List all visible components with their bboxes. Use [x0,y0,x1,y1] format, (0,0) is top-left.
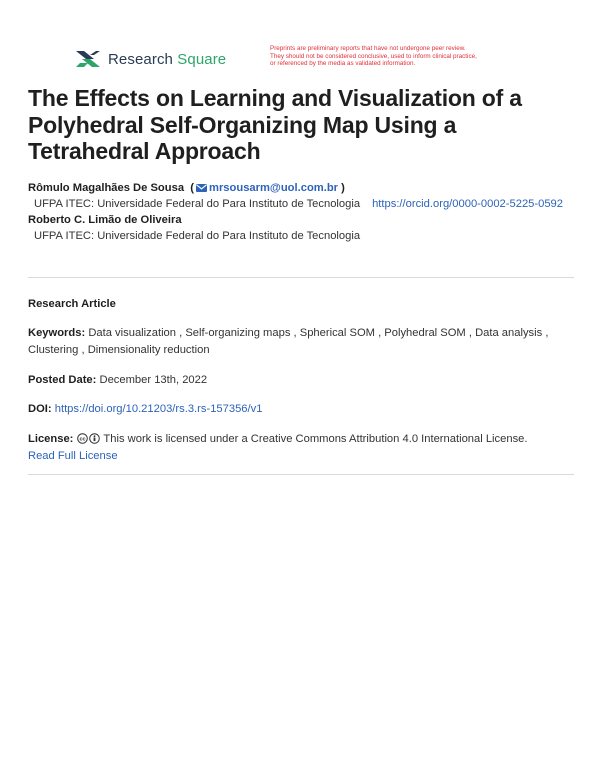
doi-link[interactable]: https://doi.org/10.21203/rs.3.rs-157356/v1 [54,403,263,415]
author-name: Rômulo Magalhães De Sousa [28,182,185,194]
author-name: Roberto C. Limão de Oliveira [28,214,182,226]
license-text: This work is licensed under a Creative Commons Attribution 4.0 International License. [103,433,528,445]
doi: DOI: https://doi.org/10.21203/rs.3.rs-157356/v1 [28,403,263,415]
posted-date: Posted Date: December 13th, 2022 [28,374,208,386]
read-full-license-link[interactable]: Read Full License [28,450,118,462]
author-email-link[interactable]: mrsousarm@uol.com.br [209,182,339,194]
author-affiliation: UFPA ITEC: Universidade Federal do Para Instituto de Tecnologia [34,230,361,242]
logo-text: Research Square [108,50,227,68]
svg-text:cc: cc [78,436,86,443]
keywords-value: Data visualization , Self-organizing maps , Spherical SOM , Polyhedral SOM , Data analysis , Clustering , Dimensionality reduction [28,327,549,356]
creative-commons-icon [77,433,101,444]
orcid-link[interactable]: https://orcid.org/0000-0002-5225-0592 [372,198,564,210]
author-list [28,180,576,244]
research-square-logo[interactable] [74,48,226,70]
keywords-label: Keywords: [28,327,86,339]
author-2 [28,212,576,228]
divider [28,474,574,475]
author-1: Rômulo Magalhães De Sousa ( mrsousarm@uol.com.br ) [28,182,345,194]
keywords [28,325,576,359]
divider [28,277,574,278]
paper-title: The Effects on Learning and Visualization of a Polyhedral Self-Organizing Map Using a Tetrahedral Approach [28,85,522,164]
research-square-logo-icon [74,48,102,70]
preprint-disclaimer [270,45,540,68]
license: License: cc This work is licensed under a Creative Commons Attribution 4.0 International License. Read Full License [28,433,528,462]
email-icon [196,184,207,192]
disclaimer-line: Preprints are preliminary reports that have not undergone peer review. [270,45,466,52]
article-type: Research Article [28,298,116,310]
disclaimer-line: or referenced by the media as validated information. [270,60,416,68]
author-affiliation: UFPA ITEC: Universidade Federal do Para Instituto de Tecnologia https://orcid.org/0000-0002-5225-0592 [34,198,564,210]
disclaimer-line: They should not be considered conclusive, used to inform clinical practice, [270,52,477,60]
